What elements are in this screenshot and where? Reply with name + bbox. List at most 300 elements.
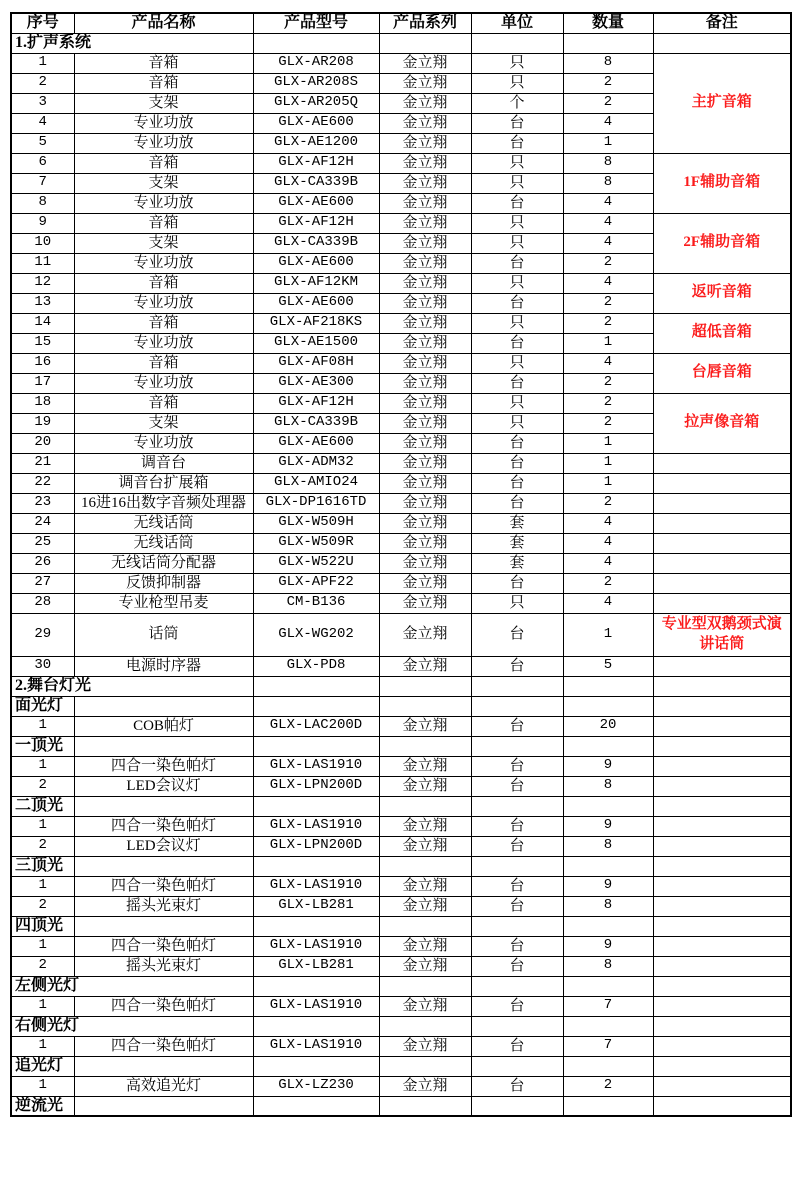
product-model-cell: GLX-AE600 [253, 293, 379, 313]
quantity-cell: 2 [563, 413, 653, 433]
row-number-cell: 30 [11, 656, 74, 676]
product-name-cell: 支架 [74, 413, 253, 433]
empty-cell [379, 736, 471, 756]
unit-cell: 台 [471, 453, 563, 473]
unit-cell: 台 [471, 133, 563, 153]
table-row [11, 656, 791, 676]
empty-cell [253, 33, 379, 53]
unit-cell: 台 [471, 573, 563, 593]
subsection-row [11, 1016, 791, 1036]
product-name-cell: 无线话筒 [74, 533, 253, 553]
product-model-cell: GLX-LAS1910 [253, 876, 379, 896]
product-name-cell: 支架 [74, 173, 253, 193]
quantity-cell: 2 [563, 393, 653, 413]
table-row [11, 393, 791, 413]
product-series-cell: 金立翔 [379, 816, 471, 836]
product-table [10, 12, 792, 1117]
remark-cell: 超低音箱 [653, 313, 791, 353]
subsection-row [11, 916, 791, 936]
empty-cell [563, 976, 653, 996]
product-series-cell: 金立翔 [379, 1036, 471, 1056]
empty-cell [253, 1056, 379, 1076]
quantity-cell: 9 [563, 876, 653, 896]
table-row [11, 313, 791, 333]
unit-cell: 台 [471, 493, 563, 513]
product-model-cell: GLX-AMIO24 [253, 473, 379, 493]
table-row [11, 876, 791, 896]
quantity-cell: 2 [563, 313, 653, 333]
unit-cell: 只 [471, 233, 563, 253]
unit-cell: 台 [471, 473, 563, 493]
product-series-cell: 金立翔 [379, 776, 471, 796]
product-series-cell: 金立翔 [379, 213, 471, 233]
product-model-cell: GLX-PD8 [253, 656, 379, 676]
subsection-label-cell: 面光灯 [11, 696, 74, 716]
row-number-cell: 28 [11, 593, 74, 613]
row-number-cell: 17 [11, 373, 74, 393]
unit-cell: 套 [471, 513, 563, 533]
product-name-cell: 摇头光束灯 [74, 896, 253, 916]
row-number-cell: 10 [11, 233, 74, 253]
product-series-cell: 金立翔 [379, 353, 471, 373]
unit-cell: 台 [471, 293, 563, 313]
row-number-cell: 2 [11, 896, 74, 916]
empty-cell [379, 856, 471, 876]
empty-cell [74, 796, 253, 816]
product-name-cell: 专业功放 [74, 333, 253, 353]
empty-cell [471, 796, 563, 816]
quantity-cell: 2 [563, 573, 653, 593]
row-number-cell: 25 [11, 533, 74, 553]
table-row [11, 996, 791, 1016]
empty-cell [471, 1056, 563, 1076]
table-row [11, 716, 791, 736]
product-name-cell: 支架 [74, 93, 253, 113]
product-model-cell: GLX-AE600 [253, 193, 379, 213]
product-series-cell: 金立翔 [379, 513, 471, 533]
remark-cell: 拉声像音箱 [653, 393, 791, 453]
unit-cell: 台 [471, 193, 563, 213]
empty-cell [471, 1016, 563, 1036]
product-model-cell: CM-B136 [253, 593, 379, 613]
unit-cell: 台 [471, 936, 563, 956]
unit-cell: 台 [471, 253, 563, 273]
empty-cell [653, 696, 791, 716]
unit-cell: 台 [471, 956, 563, 976]
product-model-cell: GLX-LAC200D [253, 716, 379, 736]
subsection-row [11, 1096, 791, 1116]
row-number-cell: 4 [11, 113, 74, 133]
product-name-cell: 音箱 [74, 393, 253, 413]
row-number-cell: 20 [11, 433, 74, 453]
empty-remark-cell [653, 593, 791, 613]
empty-cell [74, 736, 253, 756]
product-name-cell: 无线话筒分配器 [74, 553, 253, 573]
empty-remark-cell [653, 836, 791, 856]
quantity-cell: 4 [563, 213, 653, 233]
table-row [11, 473, 791, 493]
empty-cell [563, 696, 653, 716]
empty-cell [563, 1056, 653, 1076]
quantity-cell: 8 [563, 173, 653, 193]
table-row [11, 896, 791, 916]
table-row [11, 353, 791, 373]
empty-cell [653, 916, 791, 936]
product-model-cell: GLX-LPN200D [253, 776, 379, 796]
unit-cell: 只 [471, 273, 563, 293]
unit-cell: 台 [471, 373, 563, 393]
product-model-cell: GLX-DP1616TD [253, 493, 379, 513]
row-number-cell: 11 [11, 253, 74, 273]
product-model-cell: GLX-W509H [253, 513, 379, 533]
empty-remark-cell [653, 996, 791, 1016]
empty-cell [74, 1096, 253, 1116]
empty-cell [379, 676, 471, 696]
empty-cell [74, 916, 253, 936]
empty-cell [563, 796, 653, 816]
table-row [11, 513, 791, 533]
product-series-cell: 金立翔 [379, 333, 471, 353]
product-model-cell: GLX-AR205Q [253, 93, 379, 113]
unit-cell: 台 [471, 656, 563, 676]
row-number-cell: 21 [11, 453, 74, 473]
unit-cell: 台 [471, 816, 563, 836]
product-name-cell: 专业枪型吊麦 [74, 593, 253, 613]
product-name-cell: 四合一染色帕灯 [74, 996, 253, 1016]
row-number-cell: 19 [11, 413, 74, 433]
row-number-cell: 3 [11, 93, 74, 113]
unit-cell: 台 [471, 333, 563, 353]
product-table-body [11, 33, 791, 1116]
product-model-cell: GLX-AE600 [253, 253, 379, 273]
quantity-cell: 4 [563, 273, 653, 293]
product-series-cell: 金立翔 [379, 996, 471, 1016]
table-row [11, 756, 791, 776]
empty-cell [253, 856, 379, 876]
product-series-cell: 金立翔 [379, 613, 471, 656]
empty-remark-cell [653, 936, 791, 956]
product-series-cell: 金立翔 [379, 716, 471, 736]
product-model-cell: GLX-AE1200 [253, 133, 379, 153]
empty-cell [563, 33, 653, 53]
empty-cell [379, 1016, 471, 1036]
empty-remark-cell [653, 473, 791, 493]
unit-cell: 只 [471, 73, 563, 93]
empty-cell [471, 856, 563, 876]
section-label-cell: 1.扩声系统 [11, 33, 253, 53]
unit-cell: 只 [471, 213, 563, 233]
empty-cell [471, 736, 563, 756]
product-model-cell: GLX-CA339B [253, 233, 379, 253]
subsection-row [11, 976, 791, 996]
product-series-cell: 金立翔 [379, 756, 471, 776]
empty-cell [563, 676, 653, 696]
empty-cell [253, 736, 379, 756]
product-model-cell: GLX-AE600 [253, 433, 379, 453]
empty-remark-cell [653, 776, 791, 796]
subsection-label-cell: 一顶光 [11, 736, 74, 756]
quantity-cell: 8 [563, 53, 653, 73]
row-number-cell: 1 [11, 816, 74, 836]
unit-cell: 台 [471, 1076, 563, 1096]
table-row [11, 153, 791, 173]
row-number-cell: 5 [11, 133, 74, 153]
empty-cell [74, 856, 253, 876]
product-model-cell: GLX-LAS1910 [253, 756, 379, 776]
subsection-label-cell: 右侧光灯 [11, 1016, 253, 1036]
row-number-cell: 2 [11, 836, 74, 856]
table-row [11, 956, 791, 976]
product-name-cell: LED会议灯 [74, 836, 253, 856]
subsection-row [11, 856, 791, 876]
product-model-cell: GLX-CA339B [253, 413, 379, 433]
unit-cell: 台 [471, 113, 563, 133]
header-cell-no: 序号 [11, 13, 74, 33]
product-model-cell: GLX-W509R [253, 533, 379, 553]
quantity-cell: 8 [563, 836, 653, 856]
remark-cell: 返听音箱 [653, 273, 791, 313]
quantity-cell: 1 [563, 333, 653, 353]
unit-cell: 只 [471, 173, 563, 193]
product-model-cell: GLX-LB281 [253, 896, 379, 916]
empty-remark-cell [653, 493, 791, 513]
empty-cell [653, 33, 791, 53]
subsection-label-cell: 追光灯 [11, 1056, 74, 1076]
product-model-cell: GLX-AE1500 [253, 333, 379, 353]
product-name-cell: 四合一染色帕灯 [74, 936, 253, 956]
row-number-cell: 1 [11, 936, 74, 956]
quantity-cell: 4 [563, 513, 653, 533]
remark-cell: 主扩音箱 [653, 53, 791, 153]
subsection-label-cell: 三顶光 [11, 856, 74, 876]
table-row [11, 593, 791, 613]
empty-cell [379, 796, 471, 816]
unit-cell: 只 [471, 153, 563, 173]
product-name-cell: 话筒 [74, 613, 253, 656]
unit-cell: 套 [471, 533, 563, 553]
table-row [11, 1036, 791, 1056]
product-series-cell: 金立翔 [379, 153, 471, 173]
product-name-cell: 专业功放 [74, 253, 253, 273]
empty-cell [471, 33, 563, 53]
subsection-label-cell: 二顶光 [11, 796, 74, 816]
product-series-cell: 金立翔 [379, 876, 471, 896]
table-row [11, 776, 791, 796]
section-row [11, 33, 791, 53]
unit-cell: 台 [471, 613, 563, 656]
product-series-cell: 金立翔 [379, 453, 471, 473]
row-number-cell: 1 [11, 876, 74, 896]
product-model-cell: GLX-LAS1910 [253, 1036, 379, 1056]
table-row [11, 493, 791, 513]
quantity-cell: 4 [563, 553, 653, 573]
empty-cell [563, 916, 653, 936]
row-number-cell: 16 [11, 353, 74, 373]
product-model-cell: GLX-LAS1910 [253, 996, 379, 1016]
header-row [11, 13, 791, 33]
quantity-cell: 9 [563, 816, 653, 836]
empty-cell [653, 976, 791, 996]
product-name-cell: 专业功放 [74, 433, 253, 453]
product-model-cell: GLX-AR208S [253, 73, 379, 93]
product-series-cell: 金立翔 [379, 273, 471, 293]
remark-cell: 1F辅助音箱 [653, 153, 791, 213]
row-number-cell: 1 [11, 1036, 74, 1056]
product-name-cell: 音箱 [74, 53, 253, 73]
row-number-cell: 8 [11, 193, 74, 213]
empty-remark-cell [653, 553, 791, 573]
row-number-cell: 2 [11, 956, 74, 976]
row-number-cell: 1 [11, 716, 74, 736]
empty-cell [253, 676, 379, 696]
product-series-cell: 金立翔 [379, 53, 471, 73]
product-name-cell: 无线话筒 [74, 513, 253, 533]
product-name-cell: 四合一染色帕灯 [74, 816, 253, 836]
quantity-cell: 2 [563, 253, 653, 273]
table-row [11, 816, 791, 836]
unit-cell: 台 [471, 776, 563, 796]
empty-cell [253, 696, 379, 716]
empty-cell [253, 796, 379, 816]
header-cell-name: 产品名称 [74, 13, 253, 33]
empty-cell [471, 696, 563, 716]
product-name-cell: 调音台 [74, 453, 253, 473]
empty-remark-cell [653, 816, 791, 836]
product-model-cell: GLX-LB281 [253, 956, 379, 976]
product-series-cell: 金立翔 [379, 936, 471, 956]
table-row [11, 936, 791, 956]
unit-cell: 台 [471, 1036, 563, 1056]
empty-cell [563, 1016, 653, 1036]
row-number-cell: 1 [11, 53, 74, 73]
remark-cell: 2F辅助音箱 [653, 213, 791, 273]
quantity-cell: 5 [563, 656, 653, 676]
empty-cell [563, 856, 653, 876]
remark-cell: 台唇音箱 [653, 353, 791, 393]
product-name-cell: 专业功放 [74, 293, 253, 313]
product-name-cell: 摇头光束灯 [74, 956, 253, 976]
product-series-cell: 金立翔 [379, 533, 471, 553]
quantity-cell: 8 [563, 776, 653, 796]
table-row [11, 1076, 791, 1096]
product-name-cell: 四合一染色帕灯 [74, 876, 253, 896]
empty-cell [74, 1056, 253, 1076]
row-number-cell: 1 [11, 996, 74, 1016]
unit-cell: 台 [471, 756, 563, 776]
empty-cell [379, 1096, 471, 1116]
product-model-cell: GLX-CA339B [253, 173, 379, 193]
empty-cell [653, 796, 791, 816]
quantity-cell: 1 [563, 133, 653, 153]
product-name-cell: 专业功放 [74, 373, 253, 393]
product-name-cell: 音箱 [74, 73, 253, 93]
product-series-cell: 金立翔 [379, 173, 471, 193]
product-series-cell: 金立翔 [379, 593, 471, 613]
empty-cell [471, 976, 563, 996]
product-model-cell: GLX-LAS1910 [253, 816, 379, 836]
unit-cell: 只 [471, 393, 563, 413]
quantity-cell: 2 [563, 293, 653, 313]
product-model-cell: GLX-AF12H [253, 213, 379, 233]
product-name-cell: 反馈抑制器 [74, 573, 253, 593]
product-series-cell: 金立翔 [379, 553, 471, 573]
quantity-cell: 4 [563, 113, 653, 133]
empty-cell [379, 33, 471, 53]
row-number-cell: 14 [11, 313, 74, 333]
subsection-row [11, 796, 791, 816]
unit-cell: 台 [471, 896, 563, 916]
quantity-cell: 9 [563, 936, 653, 956]
header-cell-model: 产品型号 [253, 13, 379, 33]
product-series-cell: 金立翔 [379, 233, 471, 253]
empty-remark-cell [653, 513, 791, 533]
empty-remark-cell [653, 896, 791, 916]
row-number-cell: 13 [11, 293, 74, 313]
product-series-cell: 金立翔 [379, 836, 471, 856]
row-number-cell: 15 [11, 333, 74, 353]
product-name-cell: 专业功放 [74, 193, 253, 213]
quantity-cell: 1 [563, 453, 653, 473]
product-name-cell: 电源时序器 [74, 656, 253, 676]
product-series-cell: 金立翔 [379, 1076, 471, 1096]
subsection-row [11, 736, 791, 756]
product-series-cell: 金立翔 [379, 573, 471, 593]
quantity-cell: 8 [563, 153, 653, 173]
product-series-cell: 金立翔 [379, 293, 471, 313]
table-row [11, 836, 791, 856]
row-number-cell: 9 [11, 213, 74, 233]
product-name-cell: 音箱 [74, 153, 253, 173]
table-row [11, 453, 791, 473]
product-model-cell: GLX-LPN200D [253, 836, 379, 856]
empty-cell [379, 976, 471, 996]
product-model-cell: GLX-AE300 [253, 373, 379, 393]
quantity-cell: 1 [563, 613, 653, 656]
subsection-label-cell: 逆流光 [11, 1096, 74, 1116]
header-cell-remark: 备注 [653, 13, 791, 33]
product-model-cell: GLX-APF22 [253, 573, 379, 593]
empty-remark-cell [653, 1036, 791, 1056]
empty-remark-cell [653, 656, 791, 676]
empty-cell [653, 1056, 791, 1076]
subsection-label-cell: 左侧光灯 [11, 976, 253, 996]
product-series-cell: 金立翔 [379, 133, 471, 153]
row-number-cell: 2 [11, 73, 74, 93]
product-model-cell: GLX-W522U [253, 553, 379, 573]
product-model-cell: GLX-AF12H [253, 393, 379, 413]
subsection-row [11, 696, 791, 716]
row-number-cell: 18 [11, 393, 74, 413]
empty-cell [653, 856, 791, 876]
product-name-cell: 专业功放 [74, 133, 253, 153]
product-series-cell: 金立翔 [379, 373, 471, 393]
quantity-cell: 2 [563, 73, 653, 93]
product-series-cell: 金立翔 [379, 393, 471, 413]
empty-cell [379, 916, 471, 936]
subsection-row [11, 1056, 791, 1076]
quantity-cell: 8 [563, 956, 653, 976]
product-name-cell: 四合一染色帕灯 [74, 756, 253, 776]
empty-cell [563, 1096, 653, 1116]
product-name-cell: 音箱 [74, 353, 253, 373]
subsection-label-cell: 四顶光 [11, 916, 74, 936]
product-name-cell: 专业功放 [74, 113, 253, 133]
row-number-cell: 2 [11, 776, 74, 796]
row-number-cell: 27 [11, 573, 74, 593]
row-number-cell: 24 [11, 513, 74, 533]
product-model-cell: GLX-LZ230 [253, 1076, 379, 1096]
product-model-cell: GLX-WG202 [253, 613, 379, 656]
